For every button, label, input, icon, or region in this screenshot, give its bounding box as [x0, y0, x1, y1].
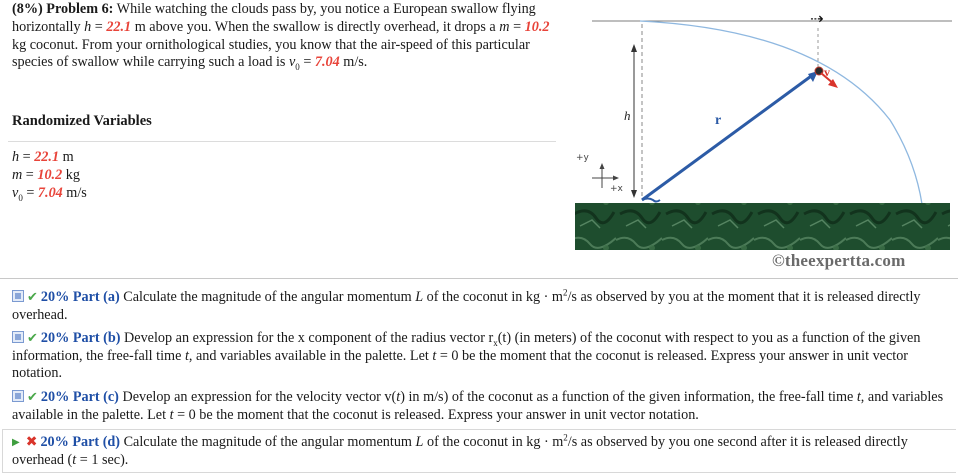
part-b-label[interactable]: 20% Part (b) [40, 330, 121, 346]
height-value: 22.1 [106, 18, 132, 35]
variable-m: m = 10.2 kg [12, 166, 80, 183]
ground [575, 203, 950, 250]
divider [8, 141, 556, 142]
part-a: ✔ 20% Part (a) Calculate the magnitude of the angular momentum L of the coconut in kg · $m^2/s$ as observed by you at the moment that it is released directly overhead. [12, 287, 921, 323]
problem-figure [570, 0, 955, 275]
part-a-label[interactable]: 20% Part (a) [40, 289, 120, 305]
hint-icon[interactable] [12, 290, 24, 302]
trajectory-curve [640, 21, 922, 204]
variable-v0: $v_0 = 7.04$ m/s [12, 184, 87, 203]
label-y: +y [576, 153, 589, 163]
expand-icon[interactable]: ▶ [12, 437, 20, 448]
check-icon: ✔ [27, 290, 38, 305]
label-x: +x [610, 184, 623, 194]
observer-icon [642, 199, 660, 202]
swallow-icon: ⇢ [810, 9, 824, 28]
part-d-label[interactable]: 20% Part (d) [40, 434, 121, 450]
check-icon: ✔ [27, 390, 38, 405]
divider [0, 278, 958, 279]
variable-h: h = 22.1 m [12, 149, 74, 165]
hint-icon[interactable] [12, 331, 24, 343]
problem-statement: (8%) Problem 6: While watching the clouds pass by, you notice a European swallow flying horizontally h = 22.1 m above you. When the swallow is directly overhead, it drops a m = 10.2 kg coconut. From your ornithological studies, you know that the air-speed of this particular species of swallow while carrying such a load is $v_0 = 7.04$ m/s. [12, 1, 550, 73]
part-b: ✔ 20% Part (b) Develop an expression for the x component of the radius vector $r_x(t)$ (in meters) of the coconut with respect to you as a function of the given information, the free-fall time t, and variables available in the palette. Let t = 0 be the moment that the coconut is released. Express your answer in unit vector notation. [12, 330, 921, 381]
label-r: r⃗ [715, 113, 733, 128]
x-icon: ✖ [25, 434, 38, 450]
label-v: v⃗ [824, 65, 840, 79]
speed-value: 7.04 [314, 54, 340, 71]
radius-vector [642, 74, 814, 200]
check-icon: ✔ [27, 331, 38, 346]
part-d: ▶ ✖ 20% Part (d) Calculate the magnitude of the angular momentum L of the coconut in kg · $m^2/s$ as observed by you one second after it is released directly overhead (t = 1 sec). [12, 432, 908, 468]
copyright-text: ©theexpertta.com [772, 251, 906, 270]
part-c-label[interactable]: 20% Part (c) [40, 389, 119, 405]
part-c: ✔ 20% Part (c) Develop an expression for the velocity vector v(t) in m/s) of the coconut as a function of the given information, the free-fall time t, and variables available in the palette. Let t = 0 be the moment that the coconut is released. Express your answer in unit vector notation. [12, 389, 944, 423]
randomized-variables-list [12, 149, 87, 202]
mass-value: 10.2 [524, 18, 550, 35]
randomized-variables-title: Randomized Variables [12, 113, 152, 129]
hint-icon[interactable] [12, 390, 24, 402]
problem-title: (8%) Problem 6: [12, 1, 114, 17]
label-h: h [624, 108, 631, 123]
